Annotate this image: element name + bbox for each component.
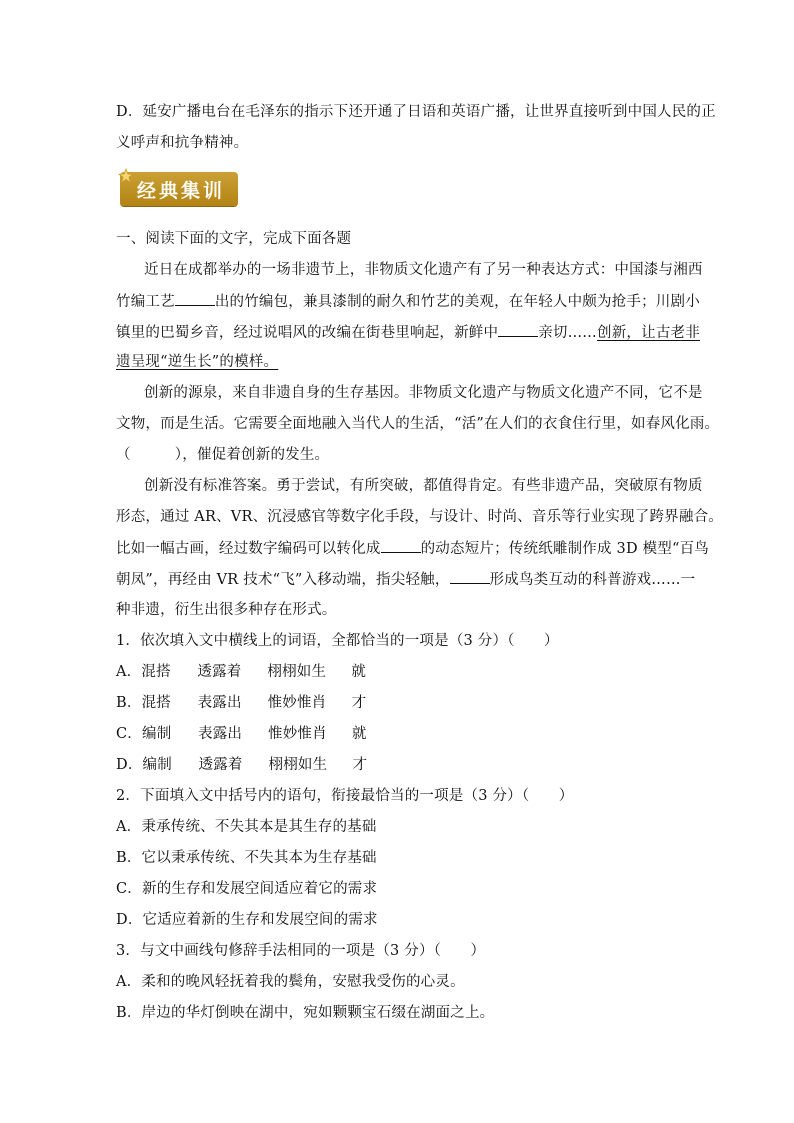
option-letter: A． (116, 664, 142, 680)
option-word: 表露出 (197, 695, 242, 711)
passage-p3-line-5: 种非遗，衍生出很多种存在形式。 (116, 602, 337, 618)
option-word: 透露着 (197, 664, 242, 680)
option-letter: B． (116, 695, 142, 711)
option-word: 就 (352, 726, 367, 742)
passage-p3-line-1: 创新没有标准答案。勇于尝试，有所突破，都值得肯定。有些非遗产品，突破原有物质 (144, 478, 703, 494)
fill-blank-1 (175, 291, 215, 306)
passage-p2-line-3: （ ），催促着创新的发生。 (116, 447, 330, 463)
passage-p2-line-1: 创新的源泉，来自非遗自身的生存基因。非物质文化遗产与物质文化遗产不同，它不是 (144, 385, 703, 401)
passage-text: 的动态短片；传统纸雕制作成 3D 模型“百鸟 (420, 541, 709, 557)
question-2-option-b[interactable]: B．它以秉承传统、不失其本为生存基础 (116, 850, 377, 866)
option-word: 透露着 (198, 757, 243, 773)
question-2-option-a[interactable]: A．秉承传统、不失其本是其生存的基础 (116, 819, 377, 835)
badge-label: 经典集训 (136, 180, 225, 202)
option-word: 表露出 (198, 726, 243, 742)
question-1-option-d[interactable] (116, 755, 696, 775)
passage-p3-line-3 (116, 538, 709, 559)
question-3-option-b[interactable]: B．岸边的华灯倒映在湖中，宛如颗颗宝石缀在湖面之上。 (116, 1005, 495, 1021)
fill-blank-3 (381, 538, 421, 553)
underlined-sentence: 遗呈现“逆生长”的模样。 (116, 354, 279, 370)
underlined-sentence: 创新，让古老非 (597, 325, 700, 341)
passage-text: 朝凤”，再经由 VR 技术“飞”入移动端，指尖轻触， (116, 572, 450, 588)
passage-p1-line-3 (116, 322, 700, 343)
option-word: 惟妙惟肖 (268, 726, 327, 742)
question-3-option-a[interactable]: A．柔和的晚风轻抚着我的鬓角，安慰我受伤的心灵。 (116, 974, 465, 990)
option-word: 混搭 (141, 695, 171, 711)
option-word: 就 (351, 664, 367, 680)
passage-text: 出的竹编包，兼具漆制的耐久和竹艺的美观，在年轻人中颇为抢手；川剧小 (214, 294, 700, 310)
option-word: 栩栩如生 (267, 664, 327, 680)
passage-p3-line-2: 形态，通过 AR、VR、沉浸感官等数字化手段，与设计、时尚、音乐等行业实现了跨界融合。 (116, 509, 723, 525)
option-letter: D． (116, 757, 143, 773)
question-2-stem: 2．下面填入文中括号内的语句，衔接最恰当的一项是（3 分）（ ） (116, 788, 574, 804)
question-1-option-a[interactable] (116, 662, 696, 682)
option-word: 才 (351, 695, 367, 711)
fill-blank-4 (450, 569, 490, 584)
option-word: 才 (352, 757, 368, 773)
option-d-line-1: D．延安广播电台在毛泽东的指示下还开通了日语和英语广播，让世界直接听到中国人民的正 (116, 104, 716, 120)
question-1-option-b[interactable] (116, 693, 696, 713)
option-d-line-2: 义呼声和抗争精神。 (116, 135, 249, 151)
passage-p3-line-4 (116, 569, 696, 590)
passage-p2-line-2: 文物，而是生活。它需要全面地融入当代人的生活，“活”在人们的衣食住行里，如春风化雨。 (116, 416, 720, 432)
passage-text: 比如一幅古画，经过数字编码可以转化成 (116, 541, 381, 557)
option-word: 编制 (142, 757, 172, 773)
option-word: 惟妙惟肖 (267, 695, 327, 711)
passage-p1-line-4 (116, 352, 696, 372)
question-2-option-c[interactable]: C．新的生存和发展空间适应着它的需求 (116, 881, 378, 897)
section-badge (118, 168, 244, 208)
option-word: 编制 (142, 726, 172, 742)
option-word: 混搭 (141, 664, 171, 680)
question-2-option-d[interactable]: D．它适应着新的生存和发展空间的需求 (116, 912, 378, 928)
option-word: 栩栩如生 (268, 757, 328, 773)
section-heading: 一、阅读下面的文字，完成下面各题 (116, 231, 352, 247)
passage-text: 镇里的巴蜀乡音，经过说唱风的改编在街巷里响起，新鲜中 (116, 325, 499, 341)
question-3-stem: 3．与文中画线句修辞手法相同的一项是（3 分）（ ） (116, 943, 486, 959)
passage-text: 亲切…… (538, 325, 598, 341)
passage-text: 形成鸟类互动的科普游戏……一 (489, 572, 696, 588)
question-1-stem: 1．依次填入文中横线上的词语，全都恰当的一项是（3 分）（ ） (116, 633, 559, 649)
passage-p1-line-2 (116, 291, 700, 312)
option-letter: C． (116, 726, 142, 742)
passage-p1-line-1: 近日在成都举办的一场非遗节上，非物质文化遗产有了另一种表达方式：中国漆与湘西 (144, 262, 703, 278)
fill-blank-2 (498, 322, 538, 337)
question-1-option-c[interactable] (116, 724, 696, 744)
passage-text: 竹编工艺 (116, 294, 175, 310)
